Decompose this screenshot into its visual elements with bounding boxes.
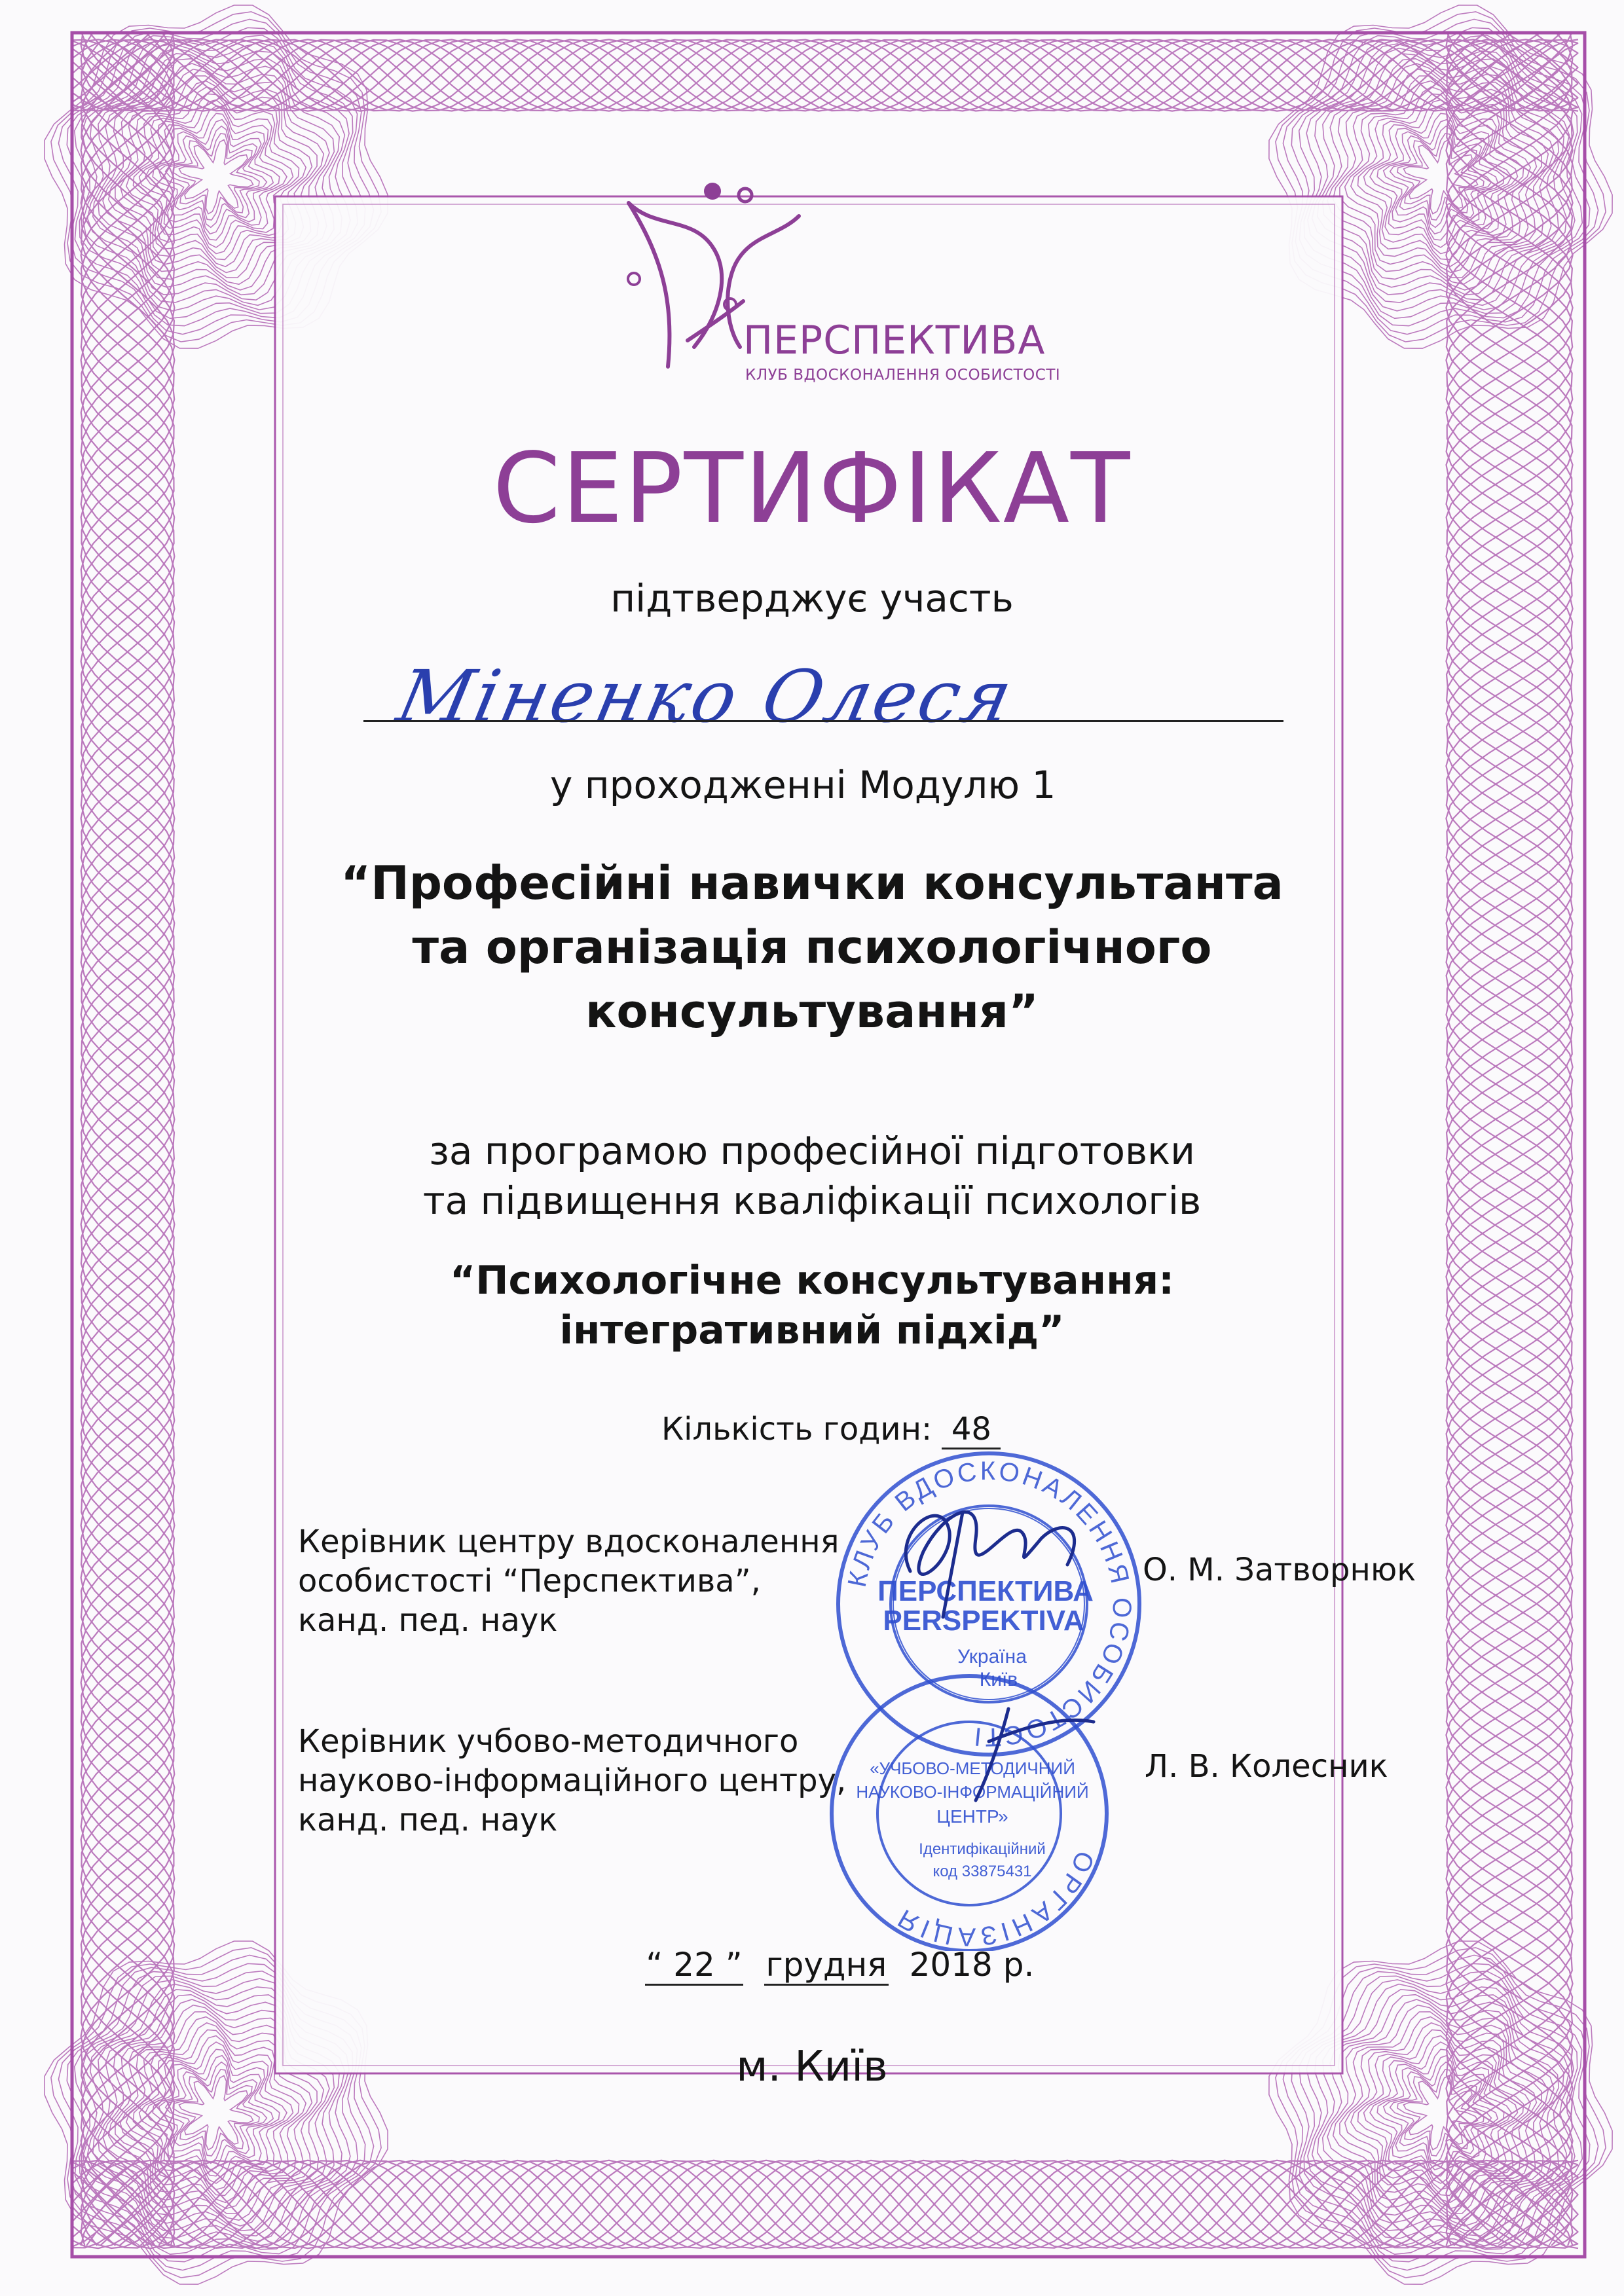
confirms-participation-text: підтверджує участь	[610, 576, 1014, 621]
signatory-2-name: Л. В. Колесник	[1145, 1748, 1388, 1785]
date-day: 22	[673, 1946, 715, 1984]
date-open-quote: “	[646, 1946, 663, 1984]
program-title-line: інтегративний підхід”	[559, 1307, 1065, 1353]
stamp-1-line-3: Україна	[957, 1646, 1027, 1667]
hours-label: Кількість годин:	[661, 1411, 932, 1448]
module-text: у проходженні Модулю 1	[550, 763, 1056, 807]
stamp-1-line-4: Київ	[979, 1669, 1018, 1690]
stamp-2-line-4: Ідентифікаційний	[919, 1840, 1046, 1858]
course-title	[0, 851, 1624, 1044]
signatory-role-line: Керівник центру вдосконалення	[298, 1523, 840, 1560]
signatory-1-name: О. М. Затворнюк	[1143, 1552, 1416, 1588]
stamp-1-ring-text: КЛУБ ВДОСКОНАЛЕННЯ ОСОБИСТОСТІ	[842, 1456, 1137, 1752]
hours-value: 48	[942, 1411, 1001, 1449]
certificate-title: СЕРТИФІКАТ	[492, 432, 1132, 545]
program-intro-line: за програмою професійної підготовки	[429, 1129, 1195, 1173]
course-title-line: та організація психологічного	[412, 920, 1212, 974]
program-intro-line: та підвищення кваліфікації психологів	[422, 1178, 1202, 1223]
program-title-line: “Психологічне консультування:	[449, 1258, 1175, 1303]
date-month: грудня	[764, 1946, 889, 1986]
stamps-and-signatures	[812, 1434, 1179, 1951]
course-title-line: консультування”	[585, 985, 1039, 1038]
stamp-2-line-1: «УЧБОВО-МЕТОДИЧНИЙ	[870, 1758, 1075, 1778]
program-intro	[0, 1126, 1624, 1226]
stamp-1-line-2: PERSPEKTIVA	[883, 1605, 1084, 1637]
stamp-2-line-2: НАУКОВО-ІНФОРМАЦІЙНИЙ	[856, 1782, 1089, 1802]
date-day-field	[645, 1946, 743, 1986]
stamp-2-line-5: код 33875431	[932, 1863, 1032, 1880]
signatory-role-line: канд. пед. наук	[298, 1802, 558, 1838]
signatory-2-role	[298, 1722, 846, 1840]
program-title	[0, 1256, 1624, 1355]
logo-name: ПЕРСПЕКТИВА	[743, 318, 1046, 363]
city: м. Київ	[736, 2043, 888, 2091]
issue-date	[645, 1946, 1034, 1986]
logo-emblem-icon	[616, 177, 1035, 399]
date-year: 2018 р.	[909, 1946, 1035, 1984]
logo-tagline: КЛУБ ВДОСКОНАЛЕННЯ ОСОБИСТОСТІ	[745, 367, 1061, 384]
signatory-role-line: Керівник учбово-методичного	[298, 1723, 799, 1760]
signatory-1-role	[298, 1522, 839, 1640]
stamp-2-line-3: ЦЕНТР»	[936, 1806, 1008, 1827]
club-logo	[616, 177, 1061, 399]
signatory-role-line: канд. пед. наук	[298, 1602, 558, 1639]
name-underline	[363, 720, 1283, 722]
date-close-quote: ”	[725, 1946, 743, 1984]
stamp-1-line-1: ПЕРСПЕКТИВА	[877, 1575, 1094, 1607]
stamp-2-ring-text: ОРГАНІЗАЦІЯ	[889, 1846, 1100, 1951]
participant-name-handwritten: Міненко Олеся	[390, 655, 1022, 738]
signatory-role-line: особистості “Перспектива”,	[298, 1563, 761, 1599]
official-stamps	[812, 1434, 1179, 1951]
course-title-line: “Професійні навички консультанта	[341, 856, 1283, 910]
signatory-role-line: науково-інформаційного центру,	[298, 1762, 847, 1799]
